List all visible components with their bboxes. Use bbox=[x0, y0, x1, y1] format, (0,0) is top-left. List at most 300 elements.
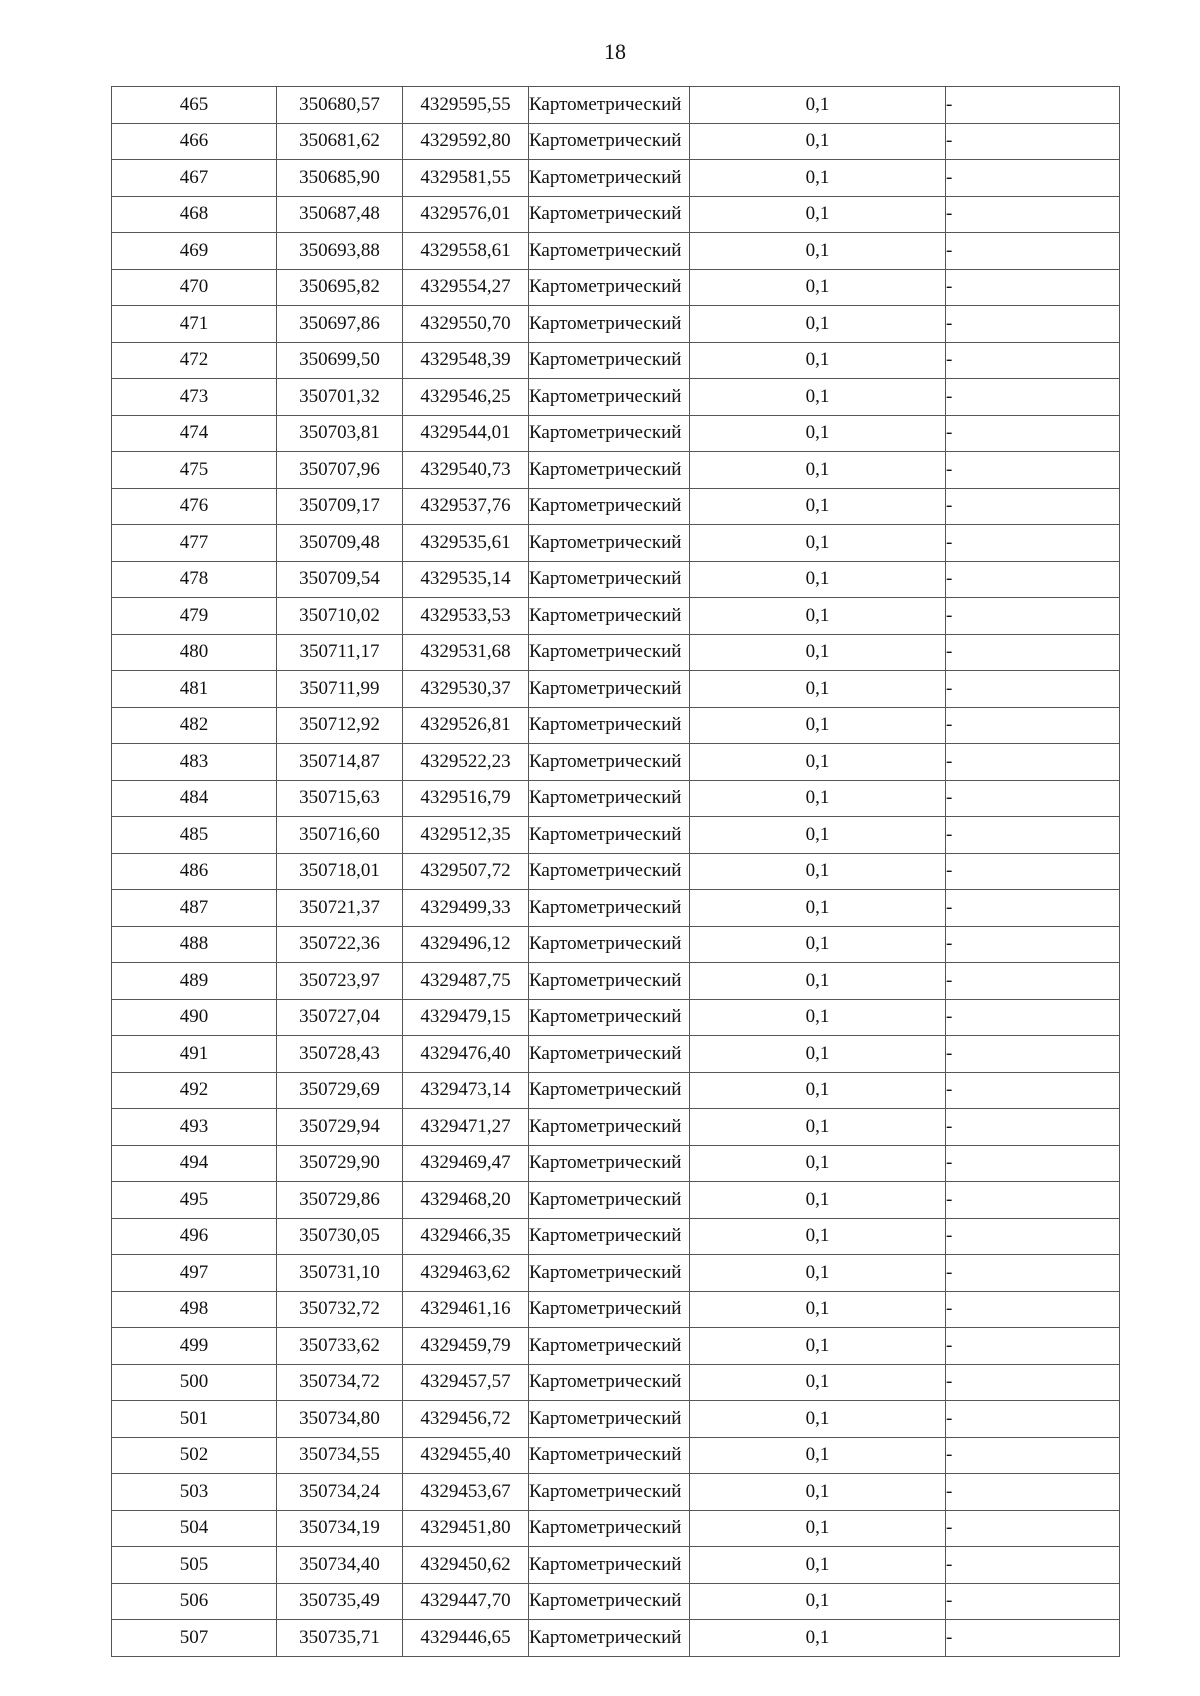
point-number-cell: 477 bbox=[112, 525, 277, 562]
description-cell: - bbox=[946, 379, 1120, 416]
x-coordinate-cell: 350699,50 bbox=[277, 342, 403, 379]
method-cell: Картометрический bbox=[529, 488, 690, 525]
description-cell: - bbox=[946, 853, 1120, 890]
method-cell: Картометрический bbox=[529, 525, 690, 562]
accuracy-cell: 0,1 bbox=[690, 890, 946, 927]
y-coordinate-cell: 4329546,25 bbox=[403, 379, 529, 416]
x-coordinate-cell: 350733,62 bbox=[277, 1328, 403, 1365]
y-coordinate-cell: 4329455,40 bbox=[403, 1437, 529, 1474]
y-coordinate-cell: 4329450,62 bbox=[403, 1547, 529, 1584]
accuracy-cell: 0,1 bbox=[690, 817, 946, 854]
table-row bbox=[112, 1291, 1120, 1328]
accuracy-cell: 0,1 bbox=[690, 269, 946, 306]
method-cell: Картометрический bbox=[529, 744, 690, 781]
accuracy-cell: 0,1 bbox=[690, 1437, 946, 1474]
accuracy-cell: 0,1 bbox=[690, 926, 946, 963]
point-number-cell: 479 bbox=[112, 598, 277, 635]
x-coordinate-cell: 350732,72 bbox=[277, 1291, 403, 1328]
y-coordinate-cell: 4329554,27 bbox=[403, 269, 529, 306]
y-coordinate-cell: 4329461,16 bbox=[403, 1291, 529, 1328]
point-number-cell: 480 bbox=[112, 634, 277, 671]
y-coordinate-cell: 4329487,75 bbox=[403, 963, 529, 1000]
accuracy-cell: 0,1 bbox=[690, 963, 946, 1000]
x-coordinate-cell: 350710,02 bbox=[277, 598, 403, 635]
x-coordinate-cell: 350712,92 bbox=[277, 707, 403, 744]
description-cell: - bbox=[946, 1255, 1120, 1292]
accuracy-cell: 0,1 bbox=[690, 342, 946, 379]
point-number-cell: 495 bbox=[112, 1182, 277, 1219]
table-row bbox=[112, 963, 1120, 1000]
method-cell: Картометрический bbox=[529, 780, 690, 817]
x-coordinate-cell: 350731,10 bbox=[277, 1255, 403, 1292]
table-row bbox=[112, 306, 1120, 343]
point-number-cell: 486 bbox=[112, 853, 277, 890]
table-row bbox=[112, 1145, 1120, 1182]
y-coordinate-cell: 4329512,35 bbox=[403, 817, 529, 854]
y-coordinate-cell: 4329595,55 bbox=[403, 87, 529, 124]
x-coordinate-cell: 350721,37 bbox=[277, 890, 403, 927]
method-cell: Картометрический bbox=[529, 598, 690, 635]
method-cell: Картометрический bbox=[529, 671, 690, 708]
method-cell: Картометрический bbox=[529, 853, 690, 890]
point-number-cell: 474 bbox=[112, 415, 277, 452]
method-cell: Картометрический bbox=[529, 1072, 690, 1109]
accuracy-cell: 0,1 bbox=[690, 415, 946, 452]
y-coordinate-cell: 4329540,73 bbox=[403, 452, 529, 489]
point-number-cell: 471 bbox=[112, 306, 277, 343]
description-cell: - bbox=[946, 1072, 1120, 1109]
point-number-cell: 484 bbox=[112, 780, 277, 817]
table-row bbox=[112, 1036, 1120, 1073]
point-number-cell: 472 bbox=[112, 342, 277, 379]
table-row bbox=[112, 1328, 1120, 1365]
accuracy-cell: 0,1 bbox=[690, 87, 946, 124]
method-cell: Картометрический bbox=[529, 1145, 690, 1182]
accuracy-cell: 0,1 bbox=[690, 1583, 946, 1620]
description-cell: - bbox=[946, 196, 1120, 233]
description-cell: - bbox=[946, 87, 1120, 124]
point-number-cell: 507 bbox=[112, 1620, 277, 1657]
accuracy-cell: 0,1 bbox=[690, 598, 946, 635]
description-cell: - bbox=[946, 1364, 1120, 1401]
description-cell: - bbox=[946, 525, 1120, 562]
accuracy-cell: 0,1 bbox=[690, 233, 946, 270]
y-coordinate-cell: 4329468,20 bbox=[403, 1182, 529, 1219]
table-row bbox=[112, 1109, 1120, 1146]
method-cell: Картометрический bbox=[529, 1401, 690, 1438]
x-coordinate-cell: 350729,69 bbox=[277, 1072, 403, 1109]
point-number-cell: 465 bbox=[112, 87, 277, 124]
accuracy-cell: 0,1 bbox=[690, 634, 946, 671]
description-cell: - bbox=[946, 233, 1120, 270]
table-row bbox=[112, 160, 1120, 197]
description-cell: - bbox=[946, 160, 1120, 197]
description-cell: - bbox=[946, 598, 1120, 635]
x-coordinate-cell: 350716,60 bbox=[277, 817, 403, 854]
y-coordinate-cell: 4329558,61 bbox=[403, 233, 529, 270]
accuracy-cell: 0,1 bbox=[690, 1364, 946, 1401]
table-row bbox=[112, 233, 1120, 270]
accuracy-cell: 0,1 bbox=[690, 160, 946, 197]
point-number-cell: 496 bbox=[112, 1218, 277, 1255]
y-coordinate-cell: 4329533,53 bbox=[403, 598, 529, 635]
accuracy-cell: 0,1 bbox=[690, 1328, 946, 1365]
table-row bbox=[112, 780, 1120, 817]
accuracy-cell: 0,1 bbox=[690, 1072, 946, 1109]
x-coordinate-cell: 350680,57 bbox=[277, 87, 403, 124]
table-row bbox=[112, 415, 1120, 452]
x-coordinate-cell: 350729,90 bbox=[277, 1145, 403, 1182]
method-cell: Картометрический bbox=[529, 160, 690, 197]
y-coordinate-cell: 4329469,47 bbox=[403, 1145, 529, 1182]
y-coordinate-cell: 4329522,23 bbox=[403, 744, 529, 781]
method-cell: Картометрический bbox=[529, 634, 690, 671]
method-cell: Картометрический bbox=[529, 1510, 690, 1547]
accuracy-cell: 0,1 bbox=[690, 1291, 946, 1328]
x-coordinate-cell: 350718,01 bbox=[277, 853, 403, 890]
point-number-cell: 475 bbox=[112, 452, 277, 489]
method-cell: Картометрический bbox=[529, 1364, 690, 1401]
description-cell: - bbox=[946, 1510, 1120, 1547]
table-row bbox=[112, 1072, 1120, 1109]
y-coordinate-cell: 4329457,57 bbox=[403, 1364, 529, 1401]
description-cell: - bbox=[946, 890, 1120, 927]
point-number-cell: 505 bbox=[112, 1547, 277, 1584]
y-coordinate-cell: 4329453,67 bbox=[403, 1474, 529, 1511]
method-cell: Картометрический bbox=[529, 1583, 690, 1620]
x-coordinate-cell: 350697,86 bbox=[277, 306, 403, 343]
description-cell: - bbox=[946, 1583, 1120, 1620]
x-coordinate-cell: 350701,32 bbox=[277, 379, 403, 416]
accuracy-cell: 0,1 bbox=[690, 1620, 946, 1657]
method-cell: Картометрический bbox=[529, 926, 690, 963]
method-cell: Картометрический bbox=[529, 1291, 690, 1328]
y-coordinate-cell: 4329471,27 bbox=[403, 1109, 529, 1146]
description-cell: - bbox=[946, 1109, 1120, 1146]
point-number-cell: 488 bbox=[112, 926, 277, 963]
table-row bbox=[112, 1182, 1120, 1219]
y-coordinate-cell: 4329581,55 bbox=[403, 160, 529, 197]
method-cell: Картометрический bbox=[529, 87, 690, 124]
y-coordinate-cell: 4329459,79 bbox=[403, 1328, 529, 1365]
description-cell: - bbox=[946, 452, 1120, 489]
point-number-cell: 492 bbox=[112, 1072, 277, 1109]
method-cell: Картометрический bbox=[529, 269, 690, 306]
accuracy-cell: 0,1 bbox=[690, 853, 946, 890]
description-cell: - bbox=[946, 1145, 1120, 1182]
y-coordinate-cell: 4329499,33 bbox=[403, 890, 529, 927]
method-cell: Картометрический bbox=[529, 379, 690, 416]
accuracy-cell: 0,1 bbox=[690, 744, 946, 781]
accuracy-cell: 0,1 bbox=[690, 1401, 946, 1438]
point-number-cell: 498 bbox=[112, 1291, 277, 1328]
point-number-cell: 493 bbox=[112, 1109, 277, 1146]
description-cell: - bbox=[946, 926, 1120, 963]
y-coordinate-cell: 4329531,68 bbox=[403, 634, 529, 671]
method-cell: Картометрический bbox=[529, 707, 690, 744]
y-coordinate-cell: 4329576,01 bbox=[403, 196, 529, 233]
description-cell: - bbox=[946, 1401, 1120, 1438]
accuracy-cell: 0,1 bbox=[690, 707, 946, 744]
accuracy-cell: 0,1 bbox=[690, 780, 946, 817]
y-coordinate-cell: 4329496,12 bbox=[403, 926, 529, 963]
accuracy-cell: 0,1 bbox=[690, 306, 946, 343]
accuracy-cell: 0,1 bbox=[690, 488, 946, 525]
x-coordinate-cell: 350709,48 bbox=[277, 525, 403, 562]
table-row bbox=[112, 1510, 1120, 1547]
point-number-cell: 501 bbox=[112, 1401, 277, 1438]
table-row bbox=[112, 817, 1120, 854]
x-coordinate-cell: 350687,48 bbox=[277, 196, 403, 233]
table-row bbox=[112, 379, 1120, 416]
point-number-cell: 491 bbox=[112, 1036, 277, 1073]
point-number-cell: 503 bbox=[112, 1474, 277, 1511]
y-coordinate-cell: 4329451,80 bbox=[403, 1510, 529, 1547]
method-cell: Картометрический bbox=[529, 1620, 690, 1657]
accuracy-cell: 0,1 bbox=[690, 1036, 946, 1073]
accuracy-cell: 0,1 bbox=[690, 1510, 946, 1547]
coordinates-table-body bbox=[112, 87, 1120, 1657]
x-coordinate-cell: 350734,55 bbox=[277, 1437, 403, 1474]
description-cell: - bbox=[946, 1328, 1120, 1365]
table-row bbox=[112, 561, 1120, 598]
x-coordinate-cell: 350734,80 bbox=[277, 1401, 403, 1438]
y-coordinate-cell: 4329463,62 bbox=[403, 1255, 529, 1292]
method-cell: Картометрический bbox=[529, 963, 690, 1000]
description-cell: - bbox=[946, 342, 1120, 379]
x-coordinate-cell: 350728,43 bbox=[277, 1036, 403, 1073]
method-cell: Картометрический bbox=[529, 1255, 690, 1292]
x-coordinate-cell: 350695,82 bbox=[277, 269, 403, 306]
method-cell: Картометрический bbox=[529, 1218, 690, 1255]
y-coordinate-cell: 4329456,72 bbox=[403, 1401, 529, 1438]
table-row bbox=[112, 452, 1120, 489]
table-row bbox=[112, 598, 1120, 635]
x-coordinate-cell: 350723,97 bbox=[277, 963, 403, 1000]
method-cell: Картометрический bbox=[529, 342, 690, 379]
description-cell: - bbox=[946, 561, 1120, 598]
description-cell: - bbox=[946, 306, 1120, 343]
table-row bbox=[112, 999, 1120, 1036]
x-coordinate-cell: 350734,19 bbox=[277, 1510, 403, 1547]
point-number-cell: 500 bbox=[112, 1364, 277, 1401]
y-coordinate-cell: 4329473,14 bbox=[403, 1072, 529, 1109]
description-cell: - bbox=[946, 488, 1120, 525]
point-number-cell: 502 bbox=[112, 1437, 277, 1474]
accuracy-cell: 0,1 bbox=[690, 1474, 946, 1511]
method-cell: Картометрический bbox=[529, 123, 690, 160]
point-number-cell: 473 bbox=[112, 379, 277, 416]
table-row bbox=[112, 853, 1120, 890]
method-cell: Картометрический bbox=[529, 1109, 690, 1146]
y-coordinate-cell: 4329507,72 bbox=[403, 853, 529, 890]
point-number-cell: 487 bbox=[112, 890, 277, 927]
x-coordinate-cell: 350727,04 bbox=[277, 999, 403, 1036]
x-coordinate-cell: 350707,96 bbox=[277, 452, 403, 489]
x-coordinate-cell: 350693,88 bbox=[277, 233, 403, 270]
description-cell: - bbox=[946, 1437, 1120, 1474]
table-row bbox=[112, 196, 1120, 233]
accuracy-cell: 0,1 bbox=[690, 999, 946, 1036]
accuracy-cell: 0,1 bbox=[690, 561, 946, 598]
x-coordinate-cell: 350715,63 bbox=[277, 780, 403, 817]
point-number-cell: 483 bbox=[112, 744, 277, 781]
description-cell: - bbox=[946, 744, 1120, 781]
table-row bbox=[112, 671, 1120, 708]
x-coordinate-cell: 350735,49 bbox=[277, 1583, 403, 1620]
table-row bbox=[112, 926, 1120, 963]
table-row bbox=[112, 634, 1120, 671]
point-number-cell: 497 bbox=[112, 1255, 277, 1292]
y-coordinate-cell: 4329530,37 bbox=[403, 671, 529, 708]
point-number-cell: 489 bbox=[112, 963, 277, 1000]
point-number-cell: 506 bbox=[112, 1583, 277, 1620]
y-coordinate-cell: 4329592,80 bbox=[403, 123, 529, 160]
x-coordinate-cell: 350703,81 bbox=[277, 415, 403, 452]
description-cell: - bbox=[946, 1036, 1120, 1073]
point-number-cell: 482 bbox=[112, 707, 277, 744]
y-coordinate-cell: 4329476,40 bbox=[403, 1036, 529, 1073]
description-cell: - bbox=[946, 1620, 1120, 1657]
y-coordinate-cell: 4329466,35 bbox=[403, 1218, 529, 1255]
x-coordinate-cell: 350734,40 bbox=[277, 1547, 403, 1584]
x-coordinate-cell: 350735,71 bbox=[277, 1620, 403, 1657]
y-coordinate-cell: 4329447,70 bbox=[403, 1583, 529, 1620]
y-coordinate-cell: 4329535,14 bbox=[403, 561, 529, 598]
accuracy-cell: 0,1 bbox=[690, 1218, 946, 1255]
table-row bbox=[112, 1583, 1120, 1620]
x-coordinate-cell: 350734,72 bbox=[277, 1364, 403, 1401]
description-cell: - bbox=[946, 671, 1120, 708]
description-cell: - bbox=[946, 269, 1120, 306]
x-coordinate-cell: 350711,99 bbox=[277, 671, 403, 708]
method-cell: Картометрический bbox=[529, 890, 690, 927]
description-cell: - bbox=[946, 634, 1120, 671]
page-number: 18 bbox=[604, 39, 626, 64]
method-cell: Картометрический bbox=[529, 1328, 690, 1365]
table-row bbox=[112, 1474, 1120, 1511]
accuracy-cell: 0,1 bbox=[690, 671, 946, 708]
table-row bbox=[112, 488, 1120, 525]
description-cell: - bbox=[946, 780, 1120, 817]
table-row bbox=[112, 1547, 1120, 1584]
x-coordinate-cell: 350714,87 bbox=[277, 744, 403, 781]
description-cell: - bbox=[946, 1291, 1120, 1328]
description-cell: - bbox=[946, 999, 1120, 1036]
description-cell: - bbox=[946, 963, 1120, 1000]
table-row bbox=[112, 707, 1120, 744]
table-row bbox=[112, 1437, 1120, 1474]
method-cell: Картометрический bbox=[529, 233, 690, 270]
table-row bbox=[112, 1218, 1120, 1255]
description-cell: - bbox=[946, 1182, 1120, 1219]
y-coordinate-cell: 4329544,01 bbox=[403, 415, 529, 452]
x-coordinate-cell: 350729,94 bbox=[277, 1109, 403, 1146]
method-cell: Картометрический bbox=[529, 196, 690, 233]
table-row bbox=[112, 123, 1120, 160]
point-number-cell: 476 bbox=[112, 488, 277, 525]
accuracy-cell: 0,1 bbox=[690, 196, 946, 233]
point-number-cell: 470 bbox=[112, 269, 277, 306]
x-coordinate-cell: 350734,24 bbox=[277, 1474, 403, 1511]
table-row bbox=[112, 1620, 1120, 1657]
table-row bbox=[112, 525, 1120, 562]
description-cell: - bbox=[946, 415, 1120, 452]
accuracy-cell: 0,1 bbox=[690, 1255, 946, 1292]
y-coordinate-cell: 4329516,79 bbox=[403, 780, 529, 817]
method-cell: Картометрический bbox=[529, 1547, 690, 1584]
point-number-cell: 481 bbox=[112, 671, 277, 708]
point-number-cell: 494 bbox=[112, 1145, 277, 1182]
point-number-cell: 467 bbox=[112, 160, 277, 197]
x-coordinate-cell: 350730,05 bbox=[277, 1218, 403, 1255]
accuracy-cell: 0,1 bbox=[690, 452, 946, 489]
description-cell: - bbox=[946, 1218, 1120, 1255]
point-number-cell: 478 bbox=[112, 561, 277, 598]
description-cell: - bbox=[946, 707, 1120, 744]
table-row bbox=[112, 1255, 1120, 1292]
method-cell: Картометрический bbox=[529, 1036, 690, 1073]
y-coordinate-cell: 4329446,65 bbox=[403, 1620, 529, 1657]
point-number-cell: 466 bbox=[112, 123, 277, 160]
description-cell: - bbox=[946, 817, 1120, 854]
accuracy-cell: 0,1 bbox=[690, 1182, 946, 1219]
y-coordinate-cell: 4329479,15 bbox=[403, 999, 529, 1036]
table-row bbox=[112, 1401, 1120, 1438]
method-cell: Картометрический bbox=[529, 1437, 690, 1474]
method-cell: Картометрический bbox=[529, 306, 690, 343]
method-cell: Картометрический bbox=[529, 999, 690, 1036]
point-number-cell: 504 bbox=[112, 1510, 277, 1547]
method-cell: Картометрический bbox=[529, 452, 690, 489]
x-coordinate-cell: 350681,62 bbox=[277, 123, 403, 160]
x-coordinate-cell: 350722,36 bbox=[277, 926, 403, 963]
table-row bbox=[112, 744, 1120, 781]
table-row bbox=[112, 1364, 1120, 1401]
point-number-cell: 468 bbox=[112, 196, 277, 233]
method-cell: Картометрический bbox=[529, 1182, 690, 1219]
accuracy-cell: 0,1 bbox=[690, 1109, 946, 1146]
method-cell: Картометрический bbox=[529, 415, 690, 452]
accuracy-cell: 0,1 bbox=[690, 525, 946, 562]
method-cell: Картометрический bbox=[529, 1474, 690, 1511]
y-coordinate-cell: 4329535,61 bbox=[403, 525, 529, 562]
x-coordinate-cell: 350711,17 bbox=[277, 634, 403, 671]
y-coordinate-cell: 4329537,76 bbox=[403, 488, 529, 525]
table-row bbox=[112, 342, 1120, 379]
table-row bbox=[112, 890, 1120, 927]
x-coordinate-cell: 350729,86 bbox=[277, 1182, 403, 1219]
description-cell: - bbox=[946, 1547, 1120, 1584]
table-row bbox=[112, 269, 1120, 306]
x-coordinate-cell: 350709,54 bbox=[277, 561, 403, 598]
description-cell: - bbox=[946, 123, 1120, 160]
accuracy-cell: 0,1 bbox=[690, 1145, 946, 1182]
coordinates-table bbox=[111, 86, 1120, 1657]
accuracy-cell: 0,1 bbox=[690, 123, 946, 160]
accuracy-cell: 0,1 bbox=[690, 1547, 946, 1584]
table-row bbox=[112, 87, 1120, 124]
point-number-cell: 490 bbox=[112, 999, 277, 1036]
y-coordinate-cell: 4329550,70 bbox=[403, 306, 529, 343]
point-number-cell: 469 bbox=[112, 233, 277, 270]
x-coordinate-cell: 350709,17 bbox=[277, 488, 403, 525]
accuracy-cell: 0,1 bbox=[690, 379, 946, 416]
y-coordinate-cell: 4329548,39 bbox=[403, 342, 529, 379]
description-cell: - bbox=[946, 1474, 1120, 1511]
point-number-cell: 499 bbox=[112, 1328, 277, 1365]
point-number-cell: 485 bbox=[112, 817, 277, 854]
